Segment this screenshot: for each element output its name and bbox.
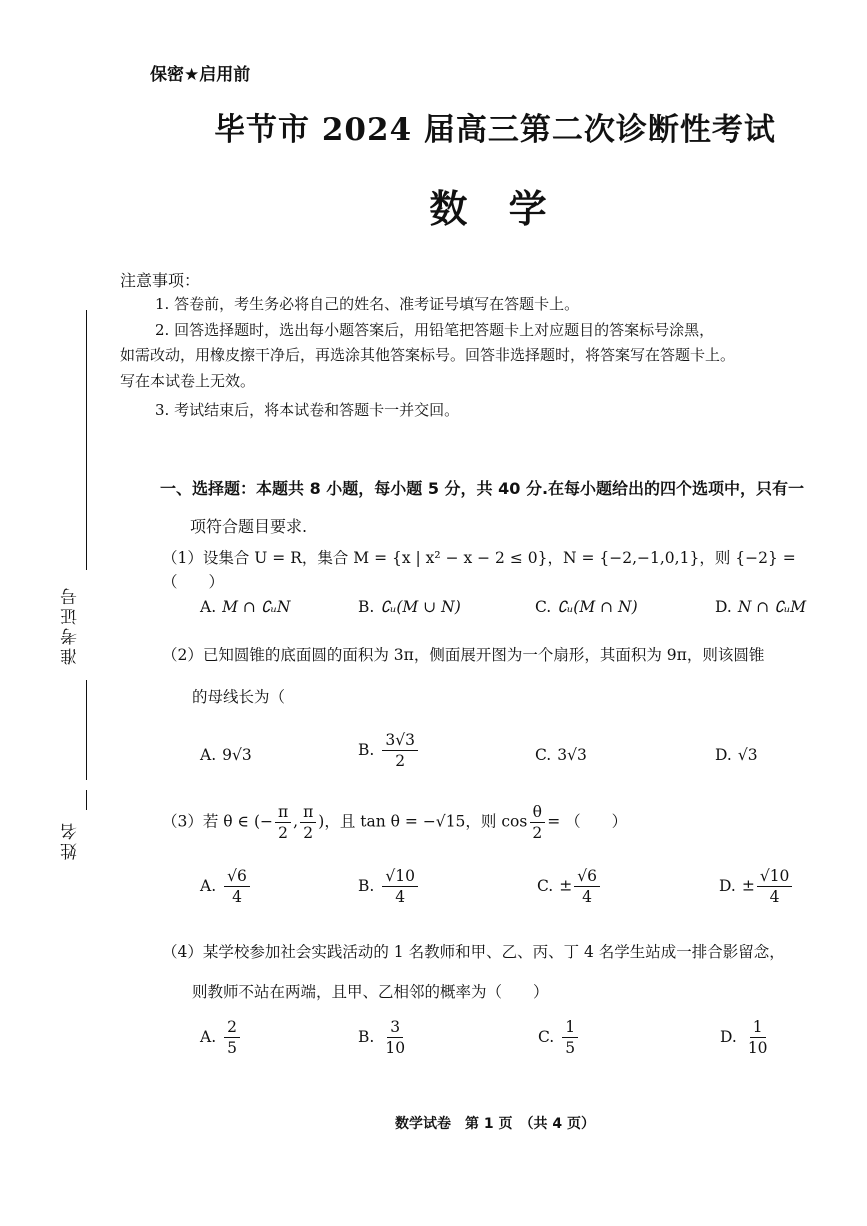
notice-item-2-line-2: 如需改动，用橡皮擦干净后，再选涂其他答案标号。回答非选择题时，将答案写在答题卡上。 — [120, 346, 736, 364]
notice-item-3: 3. 考试结束后，将本试卷和答题卡一并交回。 — [155, 401, 460, 419]
section-1-heading-cont: 项符合题目要求. — [190, 517, 308, 536]
q1-option-a: A. M ∩ ∁ᵤN — [200, 598, 291, 616]
binding-line-name — [86, 790, 87, 810]
q2-option-b: B. $\frac{3√3}{2}$ — [358, 730, 420, 771]
exam-title: 毕节市 2024 届高三第二次诊断性考试 — [214, 112, 776, 148]
q2-option-a: A. 9√3 — [200, 746, 252, 764]
question-4-line-1: （4）某学校参加社会实践活动的 1 名教师和甲、乙、丙、丁 4 名学生站成一排合影留念， — [162, 943, 785, 961]
question-1-stem: （1）设集合 U = R，集合 M = {x | x² − x − 2 ≤ 0}，N = {−2,−1,0,1}，则 {−2} = （ ） — [162, 549, 796, 591]
notice-heading: 注意事项： — [120, 271, 201, 290]
name-label: 姓名 — [61, 820, 81, 860]
notice-item-1: 1. 答卷前，考生务必将自己的姓名、准考证号填写在答题卡上。 — [155, 295, 580, 313]
exam-number-label: 准考证号 — [61, 585, 81, 665]
q1-option-b: B. ∁ᵤ(M ∪ N) — [358, 598, 461, 616]
question-2-line-1: （2）已知圆锥的底面圆的面积为 3π，侧面展开图为一个扇形，其面积为 9π，则该圆锥 — [162, 646, 765, 664]
notice-item-2-line-3: 写在本试卷上无效。 — [120, 372, 256, 390]
q4-option-d: D. $\frac{1}{10}$ — [720, 1018, 768, 1057]
binding-line-top — [86, 310, 87, 570]
question-3-stem: （3）若 θ ∈ (− $\frac{\pi}{2}$ , $\frac{\pi}{2}$ )，且 tan θ = −√15，则 cos $\frac{\theta}{2}$ = （ ） — [162, 803, 628, 842]
section-1-heading: 一、选择题：本题共 8 小题，每小题 5 分，共 40 分.在每小题给出的四个选项中，只有一 — [160, 479, 805, 498]
q3-option-a: A. $\frac{√6}{4}$ — [200, 866, 252, 907]
q1-option-d: D. N ∩ ∁ᵤM — [715, 598, 807, 616]
question-2-line-2: 的母线长为（ — [192, 688, 286, 706]
page-footer: 数学试卷 第 1 页 （共 4 页） — [395, 1116, 595, 1132]
q2-option-d: D. √3 — [715, 746, 758, 764]
q2-option-c: C. 3√3 — [535, 746, 587, 764]
q3-option-c: C. ± $\frac{√6}{4}$ — [537, 866, 602, 907]
subject-title: 数 学 — [429, 186, 561, 231]
q4-option-c: C. $\frac{1}{5}$ — [538, 1017, 580, 1058]
q4-option-a: A. $\frac{2}{5}$ — [200, 1017, 242, 1058]
binding-line-middle — [86, 680, 87, 780]
q4-option-b: B. $\frac{3}{10}$ — [358, 1018, 406, 1057]
confidential-label: 保密★启用前 — [150, 65, 251, 85]
notice-item-2-line-1: 2. 回答选择题时，选出每小题答案后，用铅笔把答题卡上对应题目的答案标号涂黑， — [155, 321, 715, 339]
question-4-line-2: 则教师不站在两端，且甲、乙相邻的概率为（ ） — [192, 983, 549, 1001]
q3-option-d: D. ± $\frac{√10}{4}$ — [719, 866, 794, 907]
q1-option-c: C. ∁ᵤ(M ∩ N) — [535, 598, 638, 616]
q3-option-b: B. $\frac{√10}{4}$ — [358, 866, 420, 907]
